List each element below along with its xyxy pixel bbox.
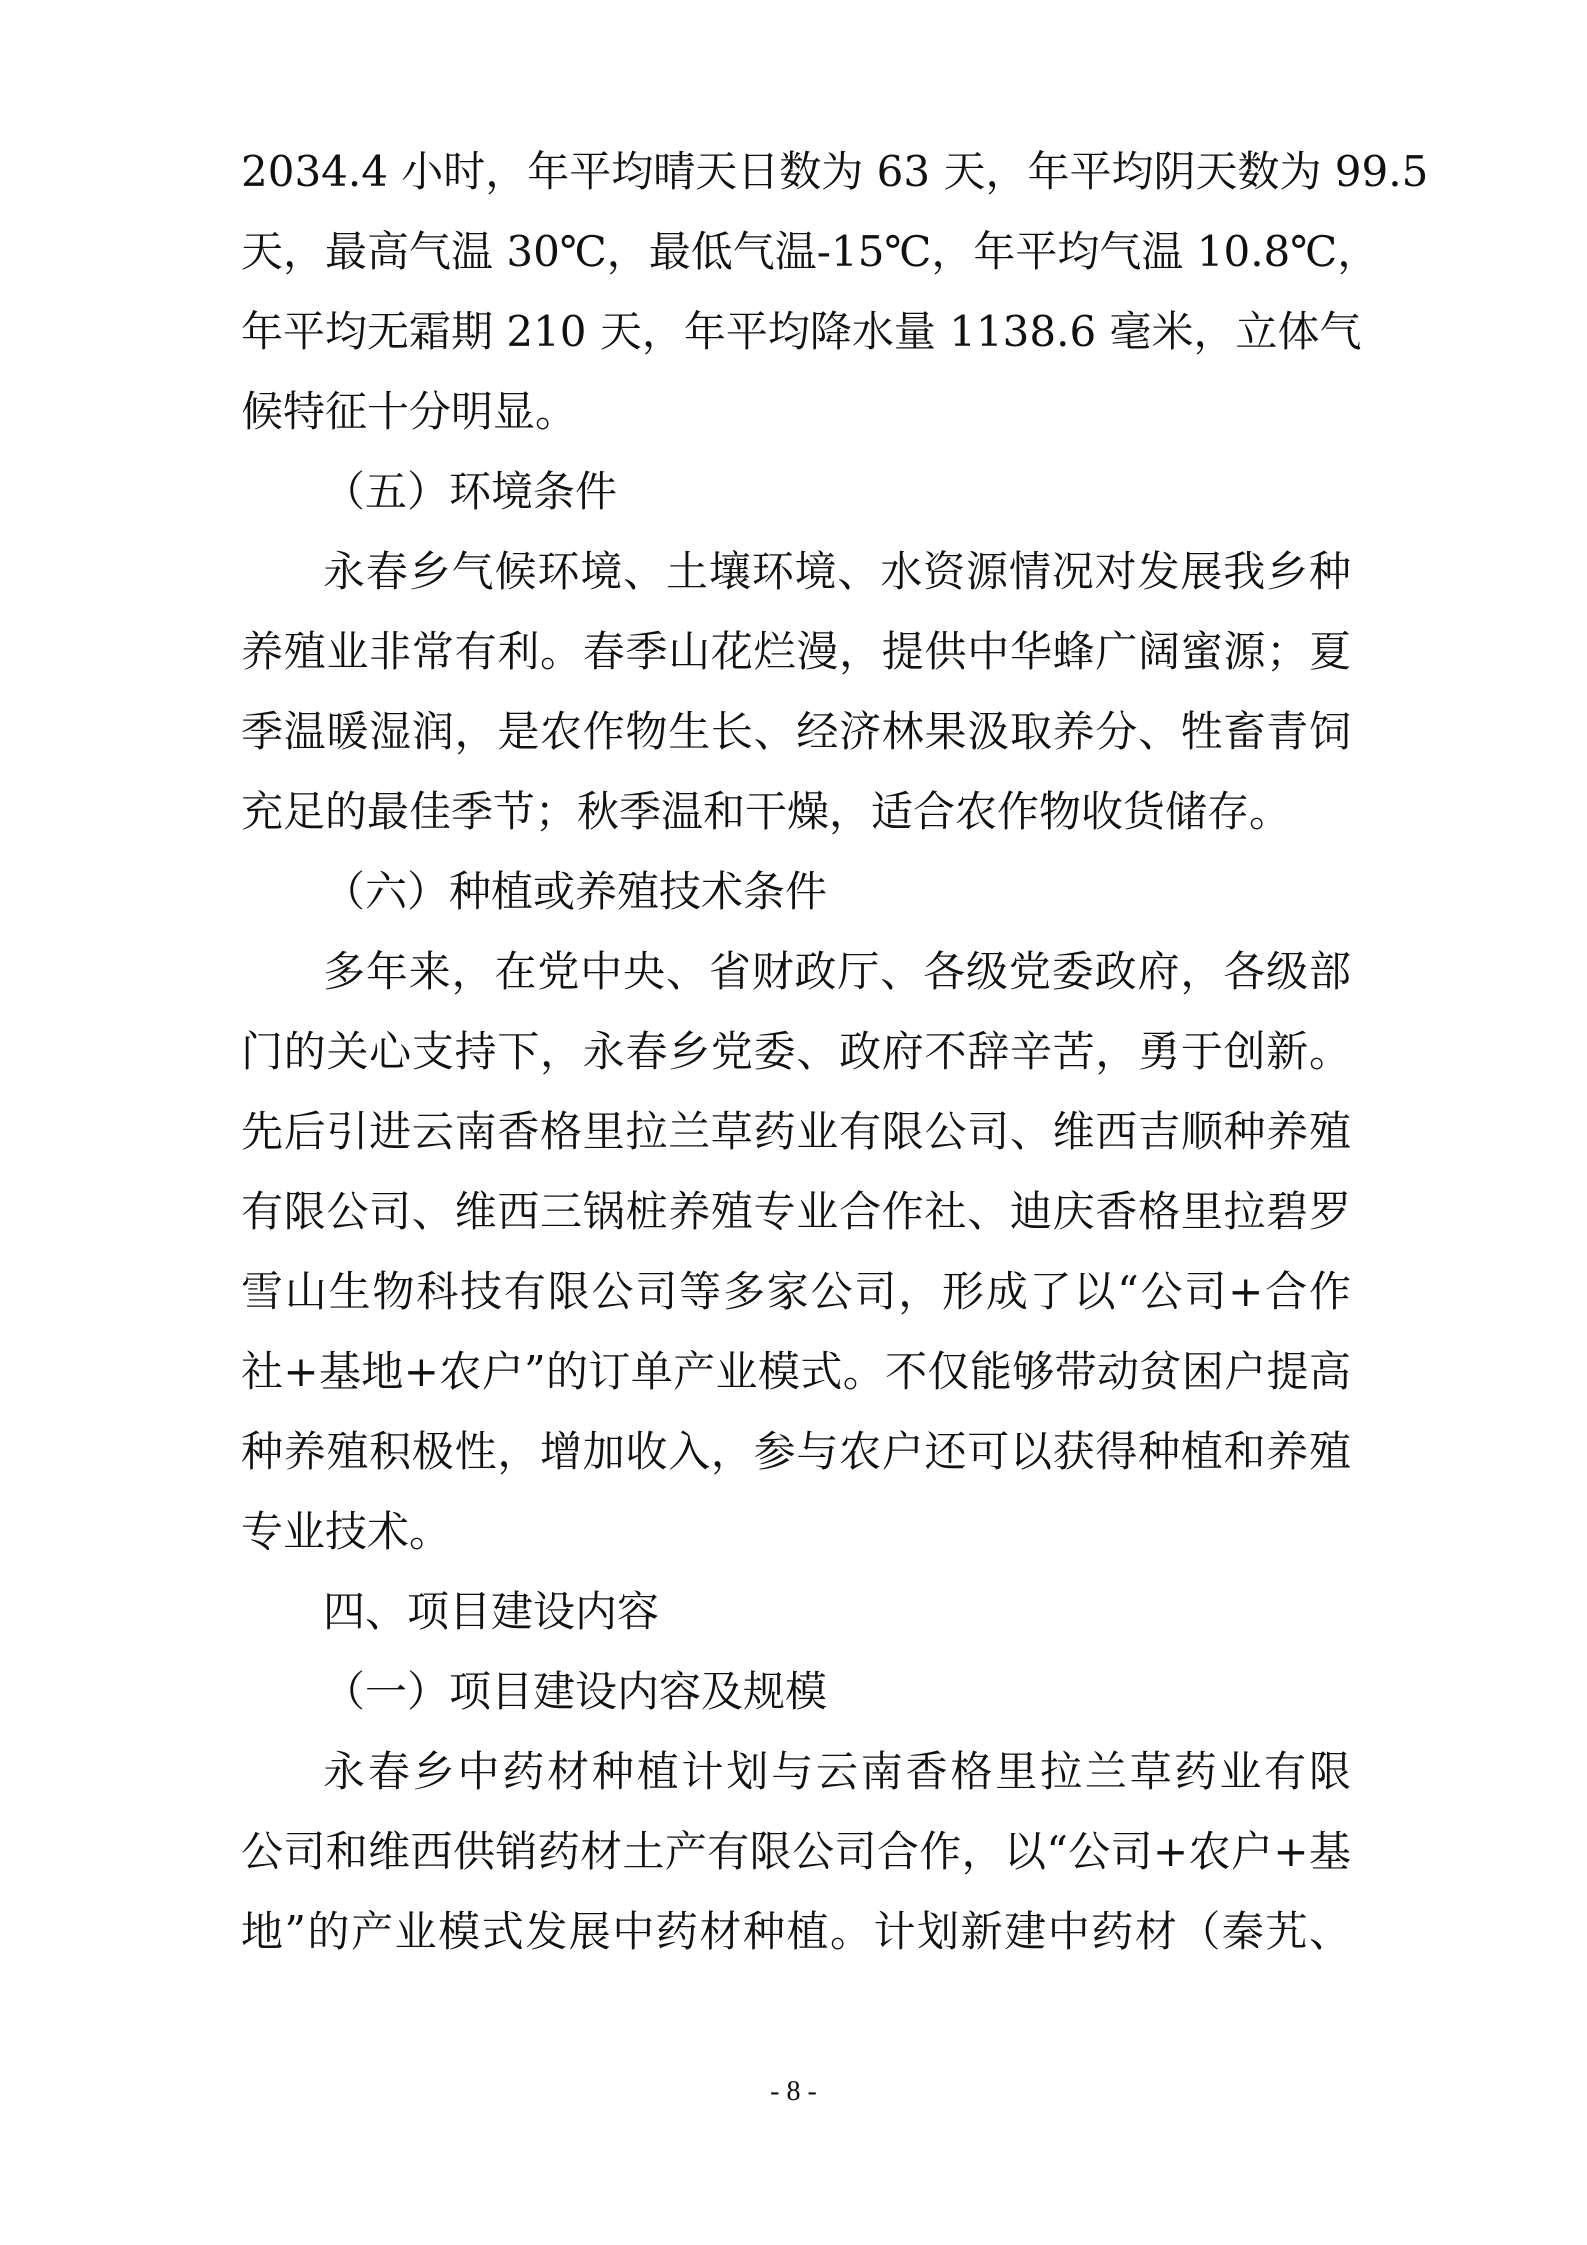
body-text-line: 候特征十分明显。 <box>241 387 578 436</box>
body-text-line: 2034.4 小时，年平均晴天日数为 63 天，年平均阴天数为 99.5 <box>241 147 1429 196</box>
body-text-line: 充足的最佳季节；秋季温和干燥，适合农作物收货储存。 <box>241 787 1292 836</box>
body-text-line: 先后引进云南香格里拉兰草药业有限公司、维西吉顺种养殖 <box>241 1107 1351 1156</box>
body-text-line: 种养殖积极性，增加收入，参与农户还可以获得种植和养殖 <box>241 1427 1351 1476</box>
paragraph-first-line: 永春乡气候环境、土壤环境、水资源情况对发展我乡种 <box>323 547 1351 596</box>
body-text-line: 年平均无霜期 210 天，年平均降水量 1138.6 毫米，立体气 <box>241 307 1362 356</box>
body-text-line: 季温暖湿润，是农作物生长、经济林果汲取养分、牲畜青饲 <box>241 707 1351 756</box>
body-text-line: 养殖业非常有利。春季山花烂漫，提供中华蜂广阔蜜源；夏 <box>241 627 1351 676</box>
chapter-heading: 四、项目建设内容 <box>323 1587 660 1636</box>
paragraph-first-line: 多年来，在党中央、省财政厅、各级党委政府，各级部 <box>323 947 1351 996</box>
page-number: - 8 - <box>770 2076 817 2107</box>
body-text-line: 地”的产业模式发展中药材种植。计划新建中药材（秦艽、 <box>241 1907 1351 1956</box>
body-text-line: 有限公司、维西三锅桩养殖专业合作社、迪庆香格里拉碧罗 <box>241 1187 1351 1236</box>
body-text-line: 门的关心支持下，永春乡党委、政府不辞辛苦，勇于创新。 <box>241 1027 1351 1076</box>
paragraph-first-line: 永春乡中药材种植计划与云南香格里拉兰草药业有限 <box>323 1747 1351 1796</box>
body-text-line: 雪山生物科技有限公司等多家公司，形成了以“公司+合作 <box>241 1267 1351 1316</box>
section-heading: （六）种植或养殖技术条件 <box>323 867 828 916</box>
body-text-line: 专业技术。 <box>241 1507 452 1556</box>
body-text-line: 社+基地+农户”的订单产业模式。不仅能够带动贫困户提高 <box>241 1347 1351 1396</box>
body-text-line: 天，最高气温 30℃，最低气温-15℃，年平均气温 10.8℃， <box>241 227 1380 276</box>
section-heading: （五）环境条件 <box>323 467 618 516</box>
body-text-line: 公司和维西供销药材土产有限公司合作，以“公司+农户+基 <box>241 1827 1351 1876</box>
section-heading: （一）项目建设内容及规模 <box>323 1667 828 1716</box>
